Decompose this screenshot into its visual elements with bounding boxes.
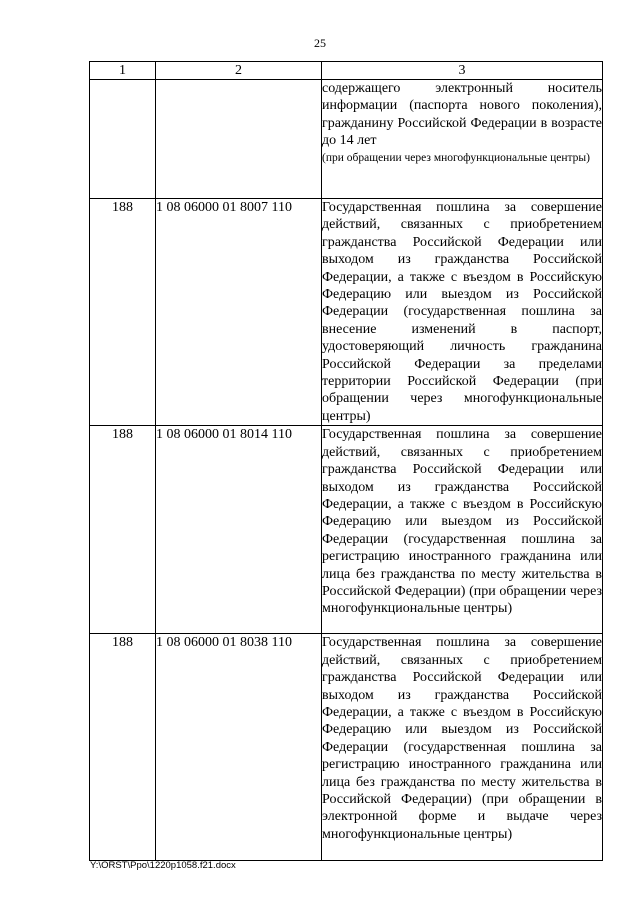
row-code: 1 08 06000 01 8007 110 — [156, 199, 322, 426]
header-col-2: 2 — [156, 62, 322, 80]
page-number: 25 — [314, 36, 326, 50]
table-row — [90, 199, 603, 426]
row-description-text: Государственная пошлина за совершение действий, связанных с приобретением гражданства Российской Федерации или выходом из гражданства Российской Федерации, а также с въездом в Российскую Федерацию или выездом из Российской Федерации (государственная пошлина за регистрацию иностранного гражданина или лица без гражданства по месту жительства в Российской Федерации) (при обращении через многофункциональные центры) — [322, 427, 602, 617]
header-col-3: 3 — [322, 62, 603, 80]
row-code: 1 08 06000 01 8014 110 — [156, 426, 322, 634]
row-number: 188 — [90, 426, 156, 634]
document-table — [89, 61, 603, 861]
row-description-text: Государственная пошлина за совершение действий, связанных с приобретением гражданства Российской Федерации или выходом из гражданства Российской Федерации, а также с въездом в Российскую Федерацию или выездом из Российской Федерации (государственная пошлина за регистрацию иностранного гражданина или лица без гражданства по месту жительства в Российской Федерации) (при обращении в электронной форме и выдаче через многофункциональные центры) — [322, 635, 602, 842]
row-description — [322, 634, 603, 861]
table-row — [90, 634, 603, 861]
file-path-footer: Y:\ORST\Ppo\1220p1058.f21.docx — [90, 860, 236, 871]
row-code — [156, 80, 322, 199]
row-number: 188 — [90, 199, 156, 426]
table-header-row — [90, 62, 603, 80]
row-description — [322, 199, 603, 426]
table-row — [90, 80, 603, 199]
row-code: 1 08 06000 01 8038 110 — [156, 634, 322, 861]
header-col-1: 1 — [90, 62, 156, 80]
row-description — [322, 426, 603, 634]
row-description — [322, 80, 603, 199]
row-number: 188 — [90, 634, 156, 861]
row-number — [90, 80, 156, 199]
row-description-note: (при обращении через многофункциональные центры) — [322, 151, 590, 164]
row-description-text: содержащего электронный носитель информации (паспорта нового поколения), гражданину Российской Федерации в возрасте до 14 лет — [322, 81, 602, 149]
table-row — [90, 426, 603, 634]
row-description-text: Государственная пошлина за совершение действий, связанных с приобретением гражданства Российской Федерации или выходом из гражданства Российской Федерации, а также с въездом в Российскую Федерацию или выездом из Российской Федерации (государственная пошлина за внесение изменений в паспорт, удостоверяющий личность гражданина Российской Федерации за пределами территории Российской Федерации (при обращении через многофункциональные центры) — [322, 200, 602, 424]
